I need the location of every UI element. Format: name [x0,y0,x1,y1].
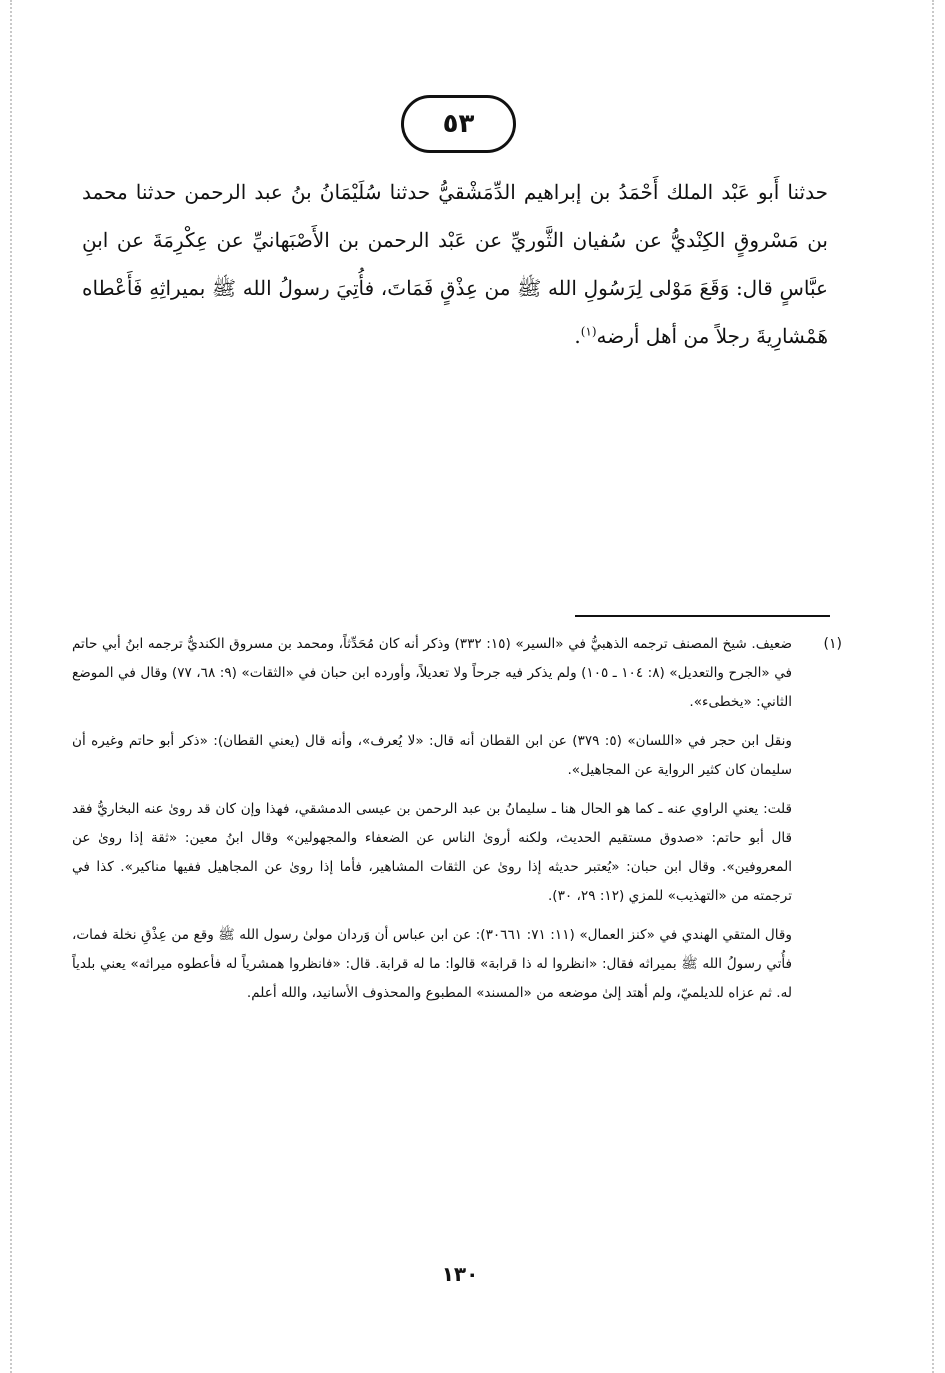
footnote-reference: (١) [580,324,597,339]
footnote-separator [575,615,830,617]
footnote-paragraph: قلت: يعني الراوي عنه ـ كما هو الحال هنا ـ سليمانُ بن عبد الرحمن بن عيسى الدمشقي، فهذا وإن كان قد روىٰ عنه البخاريُّ فقد قال أبو حاتم: «صدوق مستقيم الحديث، ولكنه أروىٰ الناس عن الضعفاء والمجهولين» وقال ابنُ معين: «ثقة إذا روىٰ عن المعروفين». وقال ابن حبان: «يُعتبر حديثه إذا روىٰ عن الثقات المشاهير، فأما إذا روىٰ عن المجاهيل ففيها مناكير». كذا في ترجمته من «التهذيب» للمزي (١٢: ٢٩، ٣٠). [72,801,792,904]
hadith-number: ٥٣ [442,109,475,139]
page-edge-left [10,0,12,1373]
footnote-marker: (١) [823,636,842,652]
hadith-end: . [574,324,581,348]
hadith-body: حدثنا أَبو عَبْد الملك أَحْمَدُ بن إبراهيم الدِّمَشْقيُّ حدثنا سُلَيْمَانُ بنُ عبد الرحمن حدثنا محمد بن مَسْروقٍ الكِنْديُّ عن سُفيان الثَّوريِّ عن عَبْد الرحمن بن الأَصْبَهانيِّ عن عِكْرِمَةَ عن ابنِ عبَّاسٍ قال: وَقَعَ مَوْلى لِرَسُولِ الله ﷺ من عِذْقٍ فَمَاتَ، فأُتِيَ رسولُ الله ﷺ بميراثِهِ فَأَعْطاه هَمْشارِيةَ رجلاً من أهل أرضه [82,180,828,348]
footnote-paragraph: وقال المتقي الهندي في «كنز العمال» (١١: ٧١: ٣٠٦٦١): عن ابن عباس أن وَردان مولىٰ رسول الله ﷺ وقع من عِذْقِ نخلة فمات، فأُتي رسولُ الله ﷺ بميراثه فقال: «انظروا له ذا قرابة» قالوا: ما له قرابة. قال: «فانظروا همشرياً له فأعطوه ميراثه» يعني بلدياً له. ثم عزاه للديلميّ، ولم أهتد إلىٰ موضعه من «المسند» المطبوع والمحذوف الأسانيد، والله أعلم. [72,927,792,1001]
hadith-number-badge [401,95,516,153]
page-edge-right [932,0,934,1373]
hadith-text [82,168,828,360]
footnote-paragraph: ونقل ابن حجر في «اللسان» (٥: ٣٧٩) عن ابن القطان أنه قال: «لا يُعرف»، وأنه قال (يعني القطان): «ذكر أبو حاتم وغيره أن سليمان كان كثير الرواية عن المجاهيل». [72,733,792,778]
footnote-body [72,630,792,1018]
footnote [72,630,842,1018]
footnote-paragraph: ضعيف. شيخ المصنف ترجمه الذهبيُّ في «السير» (١٥: ٣٣٢) وذكر أنه كان مُحَدِّثاً، ومحمد بن مسروق الكنديُّ ترجمه ابنُ أبي حاتم في «الجرح والتعديل» (٨: ١٠٤ ـ ١٠٥) ولم يذكر فيه جرحاً ولا تعديلاً، وأورده ابن حبان في «الثقات» (٩: ٦٨، ٧٧) وقال في الموضع الثاني: «يخطىء». [72,636,793,710]
page-number: ١٣٠ [441,1262,479,1286]
